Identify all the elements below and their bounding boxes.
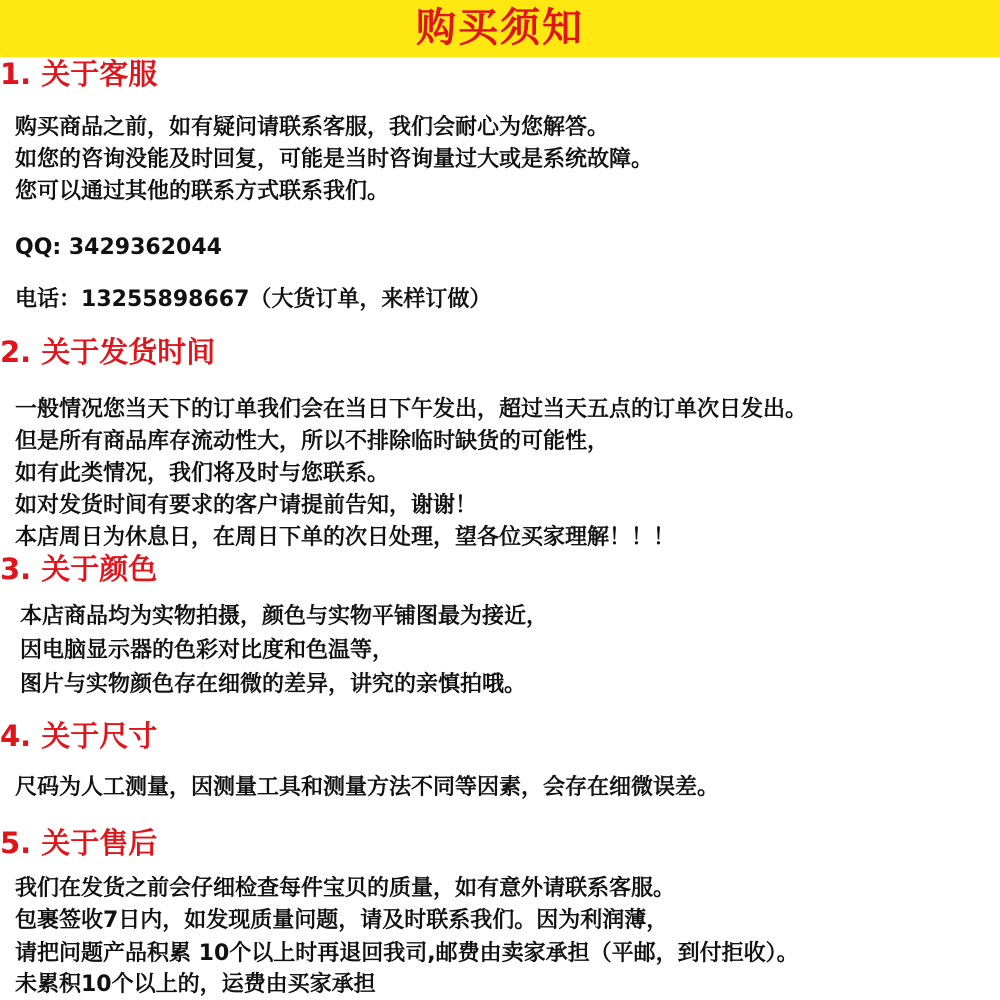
page-title: 购买须知 [416,5,584,51]
text-line: 尺码为人工测量，因测量工具和测量方法不同等因素，会存在细微误差。 [15,775,720,800]
section-heading-customer-service: 1. 关于客服 [0,57,158,91]
phone-label: 电话： [15,287,82,312]
title-banner [0,0,1000,57]
section-heading-size: 4. 关于尺寸 [0,719,158,753]
text-line: 如对发货时间有要求的客户请提前告知，谢谢！ [15,493,478,518]
text-line: 未累积10个以上的，运费由买家承担 [15,972,376,997]
text-line: 包裹签收7日内，如发现质量问题，请及时联系我们。因为利润薄， [15,908,669,933]
text-line: 我们在发货之前会仔细检查每件宝贝的质量，如有意外请联系客服。 [15,876,676,901]
text-line: 本店商品均为实物拍摄，颜色与实物平铺图最为接近， [20,604,549,629]
text-line: 如您的咨询没能及时回复，可能是当时咨询量过大或是系统故障。 [15,147,654,172]
phone-contact [15,285,491,315]
text-line: 图片与实物颜色存在细微的差异，讲究的亲慎拍哦。 [20,672,527,697]
text-line: 如有此类情况，我们将及时与您联系。 [15,461,390,486]
text-line: 但是所有商品库存流动性大，所以不排除临时缺货的可能性， [15,429,610,454]
text-line: 购买商品之前，如有疑问请联系客服，我们会耐心为您解答。 [15,115,610,140]
phone-number: 13255898667（大货订单，来样订做） [81,287,492,312]
text-line: 您可以通过其他的联系方式联系我们。 [15,179,390,204]
section-heading-shipping-time: 2. 关于发货时间 [0,335,216,369]
qq-label: QQ: [15,235,69,260]
text-line: 请把问题产品积累 10个以上时再退回我司,邮费由卖家承担（平邮，到付拒收）。 [15,941,799,966]
text-line: 一般情况您当天下的订单我们会在当日下午发出，超过当天五点的订单次日发出。 [15,397,808,422]
section-heading-after-sales: 5. 关于售后 [0,826,158,860]
section-heading-color: 3. 关于颜色 [0,552,158,586]
qq-number: 3429362044 [68,235,222,260]
qq-contact [15,233,222,263]
text-line: 本店周日为休息日，在周日下单的次日处理，望各位买家理解！！！ [15,525,676,550]
text-line: 因电脑显示器的色彩对比度和色温等， [20,638,395,663]
